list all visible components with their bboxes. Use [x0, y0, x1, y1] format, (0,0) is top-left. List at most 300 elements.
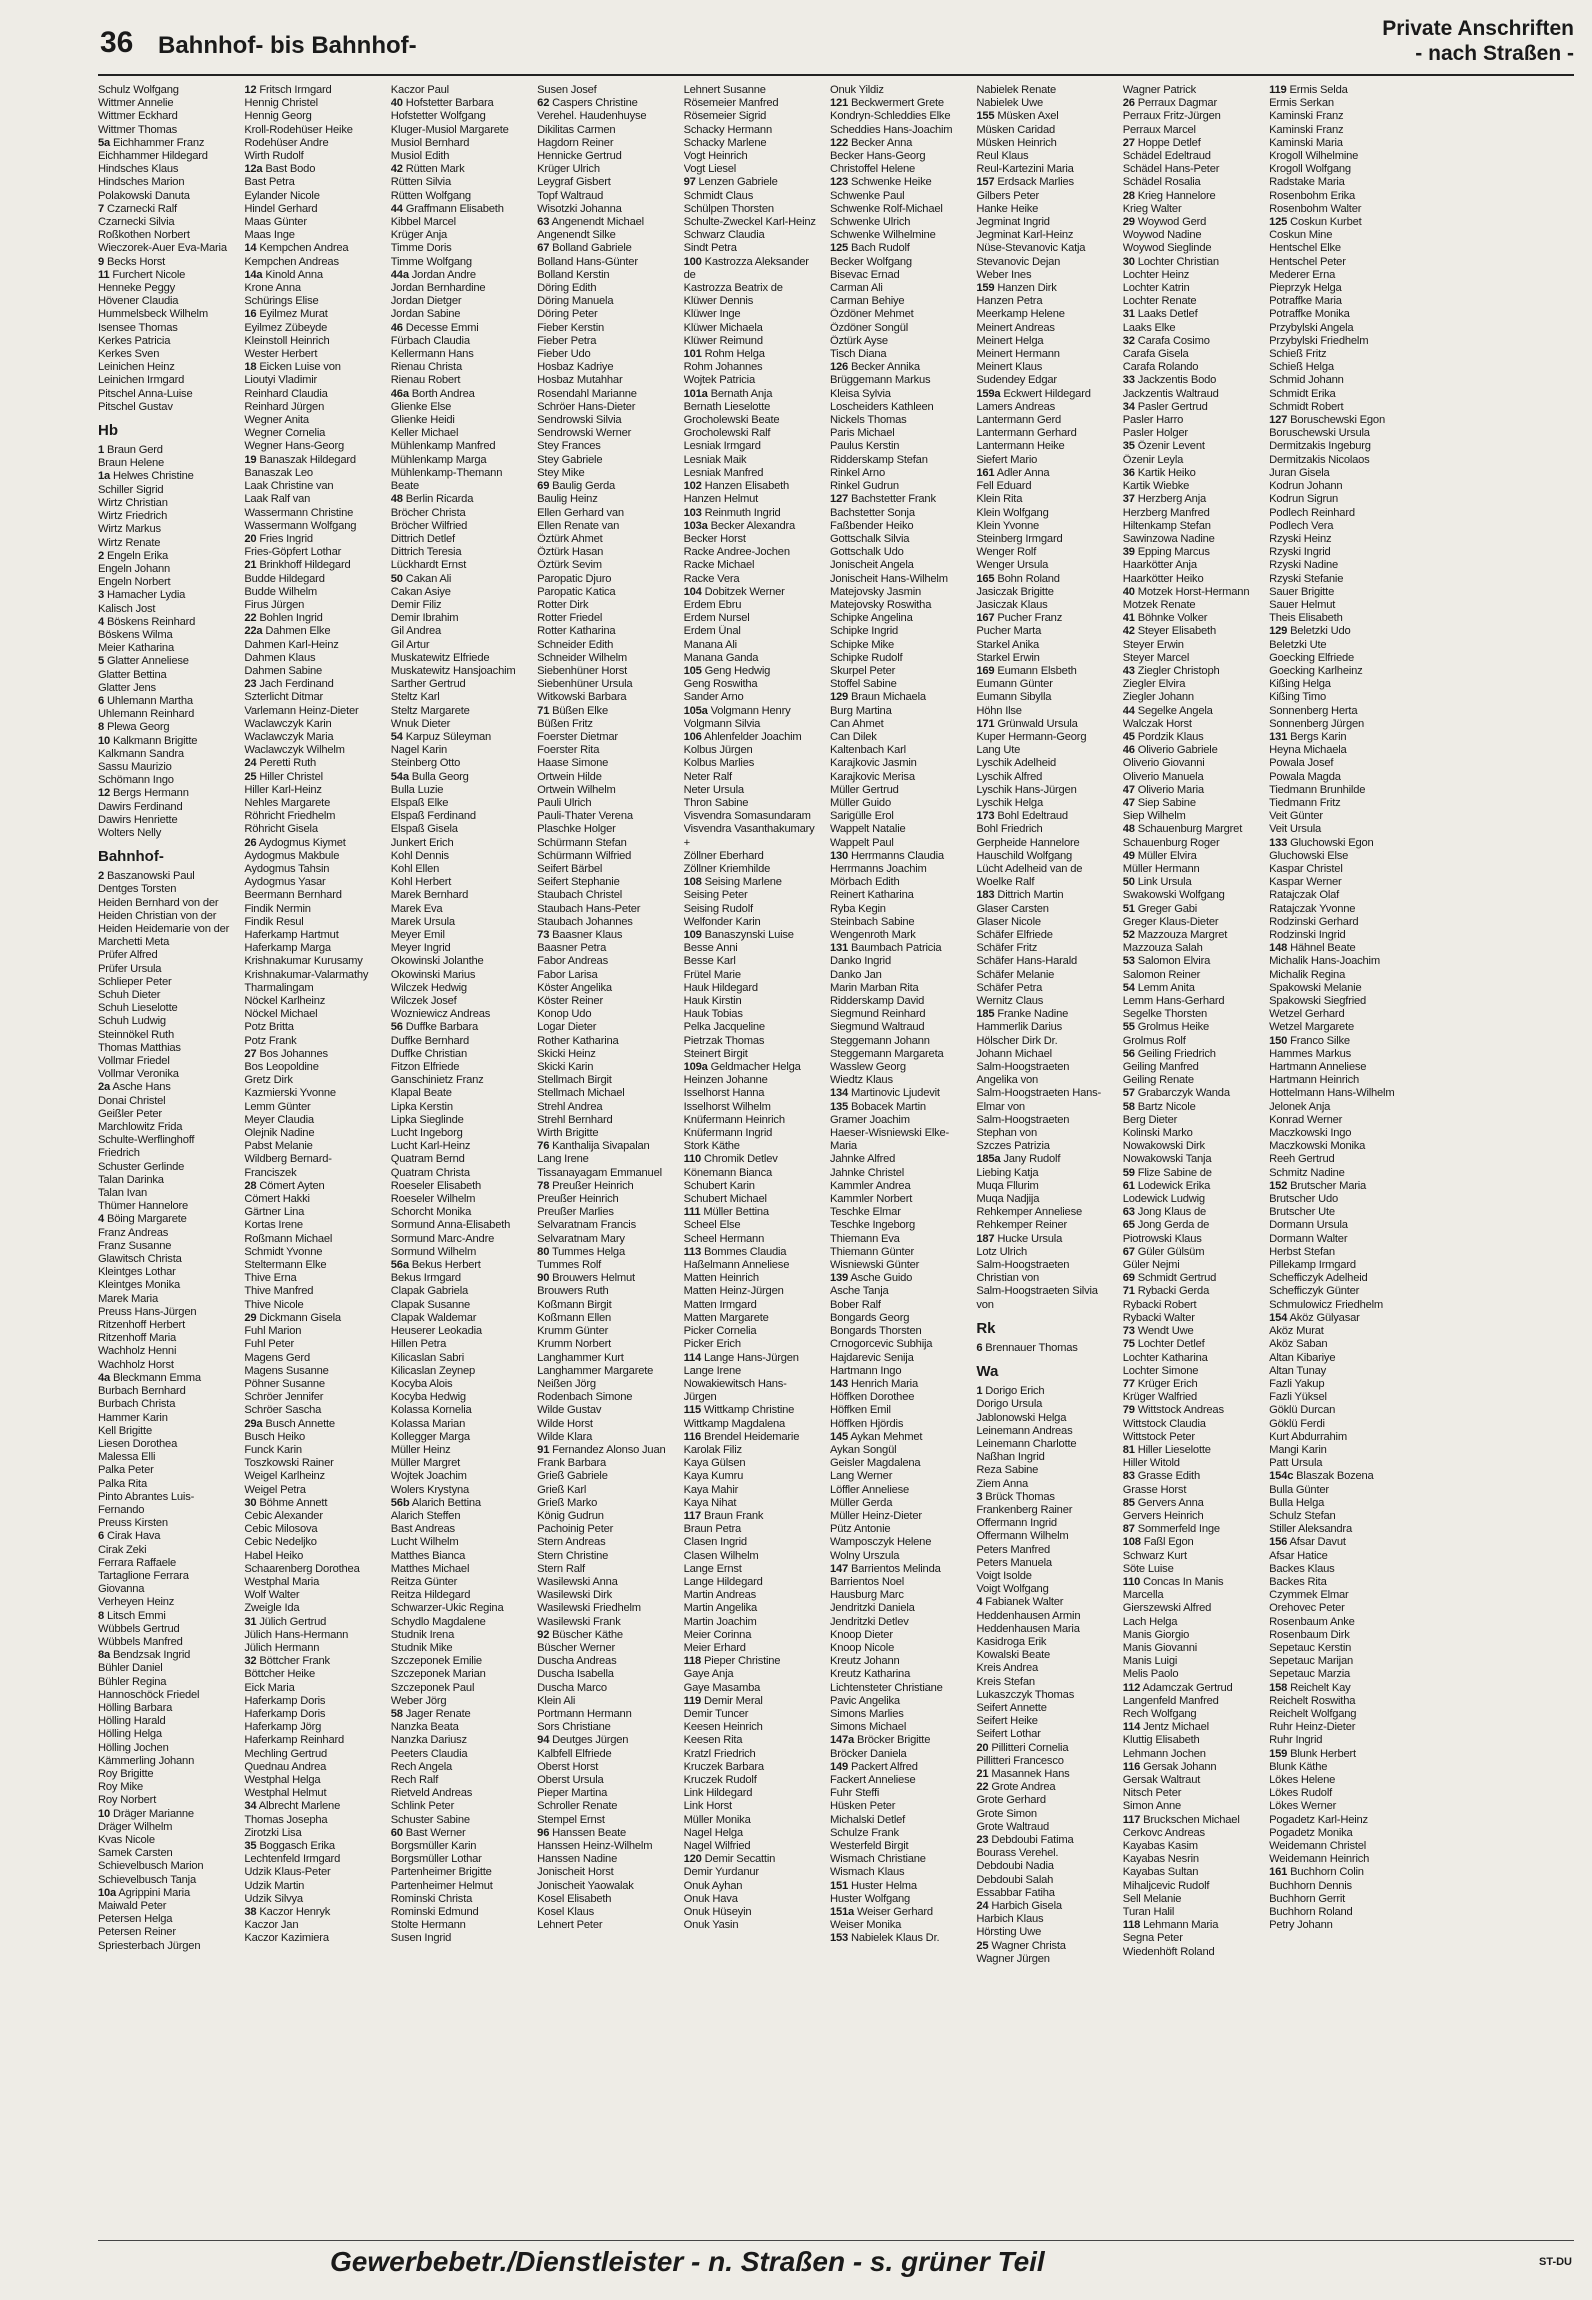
resident-name: Piotrowski Klaus	[1122, 1232, 1202, 1245]
directory-entry	[391, 1840, 527, 1853]
resident-name: Pinto Abrantes Luis-	[98, 1490, 195, 1503]
directory-entry	[976, 348, 1112, 361]
house-number: 58	[1122, 1100, 1135, 1113]
resident-name: Hindsches Klaus	[98, 163, 179, 176]
directory-entry	[830, 467, 966, 480]
directory-entry	[684, 1470, 820, 1483]
resident-name: Röhricht Friedhelm	[244, 810, 336, 823]
resident-name: Beletzki Ute	[1269, 638, 1327, 651]
directory-entry	[244, 507, 380, 520]
resident-name: Siegmund Waltraud	[829, 1021, 925, 1034]
resident-name: Pasler Gertrud	[1137, 400, 1208, 413]
resident-name: Geiling Manfred	[1122, 1061, 1199, 1074]
house-number: 35	[1122, 440, 1135, 453]
directory-entry	[391, 1140, 527, 1153]
directory-entry	[391, 176, 527, 189]
directory-entry	[1123, 1061, 1259, 1074]
resident-name: Lökes Werner	[1269, 1800, 1337, 1813]
resident-name: Cebic Alexander	[244, 1509, 323, 1522]
directory-entry	[391, 1457, 527, 1470]
resident-name: Stern Christine	[537, 1549, 609, 1562]
resident-name: Segelke Thorsten	[1122, 1008, 1208, 1021]
house-number: 3	[98, 589, 105, 602]
directory-entry	[1123, 454, 1259, 467]
resident-name: Hosbaz Kadriye	[537, 361, 614, 374]
resident-name: Marek Eva	[390, 902, 443, 915]
directory-entry	[1269, 1352, 1405, 1365]
resident-name: Bergs Karin	[1290, 730, 1347, 743]
directory-entry	[684, 718, 820, 731]
resident-name: Afsar Davut	[1289, 1536, 1346, 1549]
resident-name: Mühlenkamp Manfred	[390, 440, 496, 453]
directory-entry	[1269, 1919, 1405, 1932]
resident-name: Weber Jörg	[390, 1694, 447, 1707]
resident-name: Bendzsak Ingrid	[112, 1649, 191, 1662]
directory-entry	[391, 163, 527, 176]
directory-entry	[244, 942, 380, 955]
resident-name: Hiller Christel	[259, 770, 323, 783]
resident-name: Borgsmüller Karin	[390, 1840, 477, 1853]
directory-entry	[537, 1721, 673, 1734]
resident-name: Hauschild Wolfgang	[976, 849, 1073, 862]
resident-name: Kaczor Paul	[390, 84, 449, 96]
resident-name: Nehles Margarete	[244, 796, 331, 809]
directory-entry	[976, 427, 1112, 440]
resident-name: Link Horst	[683, 1800, 732, 1813]
house-number: 173	[976, 810, 995, 823]
directory-entry	[976, 1570, 1112, 1583]
resident-name: Clapak Waldemar	[390, 1311, 477, 1324]
resident-name: Wolers Krystyna	[390, 1483, 470, 1496]
resident-name: Crnogorcevic Subhija	[829, 1338, 933, 1351]
directory-entry	[830, 612, 966, 625]
directory-entry	[98, 470, 234, 483]
resident-name: Gervers Heinrich	[1122, 1509, 1204, 1522]
directory-entry	[391, 942, 527, 955]
directory-columns	[98, 84, 1578, 2234]
directory-entry	[391, 1589, 527, 1602]
house-number: 169	[976, 664, 995, 677]
directory-entry	[391, 229, 527, 242]
directory-entry	[684, 507, 820, 520]
directory-entry	[391, 427, 527, 440]
directory-entry	[1269, 995, 1405, 1008]
resident-name: Visvendra Vasanthakumary	[683, 823, 815, 836]
resident-name: Pavic Angelika	[829, 1694, 900, 1707]
resident-name: Spakowski Melanie	[1269, 981, 1362, 994]
resident-name: Nowakiewitsch Hans-	[683, 1377, 787, 1390]
directory-entry	[1269, 559, 1405, 572]
resident-name: Geiling Friedrich	[1137, 1047, 1216, 1060]
resident-name: Carman Behiye	[829, 295, 905, 308]
resident-name: Ellen Renate van	[537, 519, 620, 532]
directory-entry	[537, 1021, 673, 1034]
resident-name: Klüwer Michaela	[683, 321, 763, 334]
directory-entry	[391, 493, 527, 506]
resident-name: Radstake Maria	[1269, 176, 1345, 189]
resident-name: Cakan Asiye	[390, 585, 451, 598]
resident-name: Nickels Thomas	[829, 414, 907, 427]
directory-entry	[1123, 744, 1259, 757]
resident-name: von	[976, 1298, 994, 1311]
resident-name: Czarnecki Silvia	[98, 216, 175, 229]
directory-entry	[537, 1259, 673, 1272]
house-number: 48	[390, 493, 403, 506]
directory-entry	[537, 1325, 673, 1338]
directory-entry	[391, 1035, 527, 1048]
directory-entry	[244, 1246, 380, 1259]
resident-name: Schürings Elise	[244, 295, 319, 308]
resident-name: Lange Hildegard	[683, 1575, 763, 1588]
directory-entry	[830, 1708, 966, 1721]
house-number: 134	[829, 1087, 849, 1100]
directory-entry	[537, 1457, 673, 1470]
resident-name: Hammer Karin	[98, 1411, 168, 1424]
resident-name: Rzyski Heinz	[1269, 532, 1332, 545]
resident-name: Lukaszczyk Thomas	[976, 1688, 1075, 1701]
directory-entry	[98, 695, 234, 708]
resident-name: Harbich Klaus	[976, 1913, 1044, 1926]
directory-entry	[1269, 1827, 1405, 1840]
house-number: 143	[829, 1377, 849, 1390]
resident-name: Gersak Waltraut	[1122, 1774, 1201, 1786]
resident-name: Musiol Edith	[390, 150, 450, 163]
resident-name: Lang Irene	[537, 1153, 589, 1166]
resident-name: Wübbels Manfred	[98, 1635, 183, 1648]
house-number: 25	[244, 770, 257, 783]
resident-name: Aköz Saban	[1269, 1338, 1328, 1351]
resident-name: Thiemann Eva	[829, 1232, 900, 1245]
directory-entry	[1269, 625, 1405, 638]
directory-entry	[976, 612, 1112, 625]
resident-name: Schulze Frank	[829, 1826, 899, 1839]
resident-name: Lipka Sieglinde	[390, 1113, 464, 1126]
resident-name: Klüwer Reimund	[683, 334, 763, 347]
resident-name: Thomas Josepha	[244, 1813, 328, 1826]
resident-name: Preußer Marlies	[537, 1206, 614, 1219]
resident-name: Sonnenberg Herta	[1269, 704, 1358, 717]
resident-name: Rech Angela	[390, 1760, 453, 1773]
directory-entry	[1123, 163, 1259, 176]
directory-entry	[1123, 1708, 1259, 1721]
resident-name: Gervers Anna	[1137, 1496, 1204, 1509]
resident-name: Juran Gisela	[1269, 466, 1330, 479]
resident-name: Aydogmus Kiymet	[258, 836, 346, 849]
house-number: 10a	[98, 1886, 117, 1899]
resident-name: Mihaljcevic Rudolf	[1122, 1879, 1210, 1892]
resident-name: Carman Ali	[829, 282, 883, 295]
house-number: 81	[1122, 1443, 1135, 1456]
resident-name: Baulig Heinz	[537, 493, 598, 506]
resident-name: Alarich Bettina	[411, 1496, 481, 1509]
directory-entry	[537, 176, 673, 189]
resident-name: Potz Frank	[244, 1034, 297, 1047]
resident-name: Hauk Tobias	[683, 1008, 743, 1021]
directory-entry	[976, 903, 1112, 916]
resident-name: Demir Secattin	[704, 1853, 776, 1866]
directory-entry	[391, 1800, 527, 1813]
directory-entry	[976, 691, 1112, 704]
section-title	[1382, 16, 1574, 66]
resident-name: Kißing Helga	[1269, 678, 1331, 691]
resident-name: Ryba Kegin	[829, 902, 886, 915]
directory-entry	[1269, 1708, 1405, 1721]
resident-name: Lochter Detlef	[1137, 1338, 1205, 1351]
directory-entry	[391, 1536, 527, 1549]
resident-name: Jablonowski Helga	[976, 1411, 1067, 1424]
directory-entry	[244, 784, 380, 797]
directory-entry	[244, 1708, 380, 1721]
directory-entry	[1123, 467, 1259, 480]
resident-name: Christoffel Helene	[829, 163, 916, 176]
directory-entry	[244, 612, 380, 625]
house-number: 38	[244, 1906, 257, 1919]
house-number: 32	[1122, 334, 1135, 347]
directory-entry	[830, 1919, 966, 1932]
house-number: 161	[1269, 1866, 1288, 1879]
directory-entry	[244, 718, 380, 731]
directory-entry	[830, 256, 966, 269]
directory-entry	[244, 137, 380, 150]
house-number: 47	[1122, 783, 1135, 796]
directory-entry	[684, 586, 820, 599]
resident-name: Foerster Dietmar	[537, 730, 618, 743]
directory-entry	[684, 771, 820, 784]
directory-entry	[830, 1827, 966, 1840]
resident-name: Krishnakumar-Valarmathy	[244, 968, 369, 981]
directory-entry	[1123, 1721, 1259, 1734]
directory-entry	[976, 493, 1112, 506]
resident-name: Schaarenberg Dorothea	[244, 1562, 360, 1575]
resident-name: Langenfeld Manfred	[1122, 1694, 1219, 1707]
resident-name: Schädel Rosalia	[1122, 176, 1201, 189]
resident-name: Bleckmann Emma	[112, 1371, 201, 1384]
resident-name: Eckwert Hildegard	[1003, 387, 1091, 400]
resident-name: Pitschel Anna-Luise	[98, 387, 193, 400]
directory-entry	[684, 335, 820, 348]
directory-entry	[1269, 1629, 1405, 1642]
resident-name: Weigel Karlheinz	[244, 1470, 325, 1483]
directory-entry	[1123, 1219, 1259, 1232]
resident-name: Kasidroga Erik	[976, 1635, 1047, 1648]
resident-name: Büßen Elke	[552, 704, 608, 717]
directory-entry	[98, 150, 234, 163]
directory-entry	[537, 1180, 673, 1193]
directory-entry	[1123, 1114, 1259, 1127]
directory-entry	[1269, 163, 1405, 176]
directory-entry	[976, 361, 1112, 374]
directory-entry	[98, 1240, 234, 1253]
directory-entry	[830, 599, 966, 612]
directory-entry	[684, 546, 820, 559]
house-number: 94	[537, 1734, 550, 1747]
resident-name: Isensee Thomas	[98, 321, 178, 334]
resident-name: Rosenbohm Erika	[1269, 189, 1356, 202]
resident-name: Lehmann Maria	[1143, 1919, 1219, 1932]
directory-entry	[976, 308, 1112, 321]
directory-entry	[976, 744, 1112, 757]
resident-name: Herrmanns Claudia	[850, 849, 944, 862]
resident-name: Grabarczyk Wanda	[1137, 1087, 1230, 1100]
directory-entry	[830, 295, 966, 308]
house-number: 6	[98, 694, 105, 707]
house-number: 80	[537, 1245, 550, 1258]
resident-name: Petersen Reiner	[98, 1926, 176, 1939]
directory-entry	[244, 1484, 380, 1497]
directory-entry	[684, 1365, 820, 1378]
directory-entry	[830, 97, 966, 110]
directory-entry	[537, 929, 673, 942]
resident-name: Schwarz Claudia	[683, 229, 765, 242]
directory-entry	[244, 84, 380, 97]
resident-name: Salm-Hoogstraeten Silvia	[976, 1285, 1098, 1298]
house-number: 105a	[683, 704, 708, 717]
resident-name: Braun Michaela	[850, 691, 926, 704]
resident-name: Haferkamp Jörg	[244, 1721, 322, 1734]
resident-name: Banaszak Hildegard	[259, 453, 356, 466]
directory-entry	[391, 1563, 527, 1576]
resident-name: Wismach Klaus	[829, 1866, 905, 1879]
directory-entry	[537, 1668, 673, 1681]
directory-entry	[1269, 1087, 1405, 1100]
resident-name: Reitza Günter	[390, 1575, 458, 1588]
house-number: 42	[390, 163, 403, 176]
resident-name: Schiller Sigrid	[98, 483, 164, 496]
directory-entry	[830, 1325, 966, 1338]
directory-entry	[537, 744, 673, 757]
resident-name: Powala Magda	[1269, 770, 1341, 783]
resident-name: Vollmar Veronika	[98, 1068, 179, 1081]
resident-name: Wismach Christiane	[829, 1853, 926, 1866]
directory-entry	[98, 1174, 234, 1187]
house-number: 5	[98, 655, 105, 668]
resident-name: Bolland Gabriele	[552, 242, 632, 255]
house-number: 56a	[390, 1259, 409, 1272]
directory-entry	[830, 1866, 966, 1879]
resident-name: Quatram Christa	[390, 1166, 470, 1179]
resident-name: Ellen Gerhard van	[537, 506, 624, 519]
resident-name: Jordan Dietger	[390, 295, 462, 308]
house-number: 65	[1122, 1219, 1135, 1232]
directory-entry	[98, 97, 234, 110]
directory-entry	[684, 1061, 820, 1074]
directory-entry	[976, 124, 1112, 137]
directory-entry	[391, 771, 527, 784]
directory-entry	[98, 1055, 234, 1068]
directory-entry	[537, 269, 673, 282]
resident-name: Wojtek Patricia	[683, 374, 755, 387]
resident-name: Maiwald Peter	[98, 1900, 167, 1913]
directory-entry	[830, 1840, 966, 1853]
directory-entry	[830, 1523, 966, 1536]
resident-name: Wittmer Eckhard	[98, 110, 178, 123]
resident-name: Wiedtz Klaus	[829, 1074, 893, 1087]
resident-name: Knoop Nicole	[829, 1641, 895, 1654]
directory-entry	[684, 1510, 820, 1523]
directory-entry	[1123, 427, 1259, 440]
resident-name: Schmidt Robert	[1269, 400, 1344, 413]
directory-entry	[537, 1087, 673, 1100]
directory-entry	[391, 216, 527, 229]
directory-entry	[1123, 137, 1259, 150]
directory-entry	[976, 810, 1112, 823]
resident-name: Rehkemper Reiner	[976, 1219, 1068, 1232]
resident-name: Konrad Werner	[1269, 1113, 1343, 1126]
resident-name: Schmidt Gertrud	[1137, 1272, 1217, 1285]
resident-name: Polakowski Danuta	[98, 189, 190, 202]
directory-entry	[1269, 97, 1405, 110]
resident-name: Bühler Daniel	[98, 1662, 163, 1675]
directory-entry	[391, 1642, 527, 1655]
directory-entry	[684, 1404, 820, 1417]
resident-name: Reza Sabine	[976, 1464, 1039, 1477]
directory-entry	[976, 1425, 1112, 1438]
resident-name: Bergs Hermann	[112, 787, 189, 800]
resident-name: Schmid Johann	[1269, 374, 1344, 387]
directory-entry	[391, 1827, 527, 1840]
directory-entry	[684, 176, 820, 189]
resident-name: Schäfer Petra	[976, 981, 1043, 994]
resident-name: Peeters Claudia	[390, 1747, 468, 1760]
directory-entry	[830, 1800, 966, 1813]
directory-entry	[244, 810, 380, 823]
resident-name: Kreutz Katharina	[829, 1668, 911, 1681]
resident-name: Baulig Gerda	[552, 480, 616, 493]
resident-name: Müller Monika	[683, 1813, 751, 1826]
resident-name: Clapak Gabriela	[390, 1285, 469, 1298]
resident-name: Nowakowski Dirk	[1122, 1140, 1205, 1153]
directory-entry	[391, 1365, 527, 1378]
resident-name: Busch Heiko	[244, 1430, 305, 1443]
resident-name: Geiling Renate	[1122, 1074, 1194, 1087]
resident-name: Rother Katharina	[537, 1034, 619, 1047]
directory-entry	[244, 929, 380, 942]
resident-name: Schuh Ludwig	[98, 1015, 166, 1028]
directory-entry	[1269, 1497, 1405, 1510]
directory-entry	[244, 216, 380, 229]
resident-name: Przybylski Angela	[1269, 321, 1354, 334]
directory-entry	[537, 1484, 673, 1497]
resident-name: Petry Johann	[1269, 1919, 1333, 1932]
resident-name: Wernitz Claus	[976, 995, 1044, 1008]
resident-name: Udzik Silvya	[244, 1892, 303, 1905]
house-number: 11	[98, 268, 110, 281]
resident-name: Sendrowski Werner	[537, 427, 632, 440]
resident-name: Potz Britta	[244, 1021, 294, 1034]
directory-entry	[684, 1919, 820, 1932]
directory-entry	[1123, 1140, 1259, 1153]
directory-entry	[830, 916, 966, 929]
resident-name: Henrich Maria	[850, 1377, 918, 1390]
directory-entry	[1123, 480, 1259, 493]
directory-entry	[684, 1497, 820, 1510]
resident-name: Müsken Axel	[997, 110, 1059, 123]
resident-name: Ferrara Raffaele	[98, 1556, 177, 1569]
directory-entry	[537, 1536, 673, 1549]
house-number: 171	[976, 717, 995, 730]
directory-entry	[244, 625, 380, 638]
directory-entry	[537, 1312, 673, 1325]
resident-name: Maas Inge	[244, 229, 295, 242]
resident-name: Schipke Mike	[829, 638, 895, 651]
directory-entry	[391, 1272, 527, 1285]
resident-name: Ziem Anna	[976, 1477, 1029, 1490]
directory-entry	[684, 533, 820, 546]
directory-entry	[1123, 1153, 1259, 1166]
directory-entry	[391, 295, 527, 308]
resident-name: Demir Ibrahim	[390, 612, 459, 625]
resident-name: Manis Giorgio	[1122, 1628, 1190, 1641]
